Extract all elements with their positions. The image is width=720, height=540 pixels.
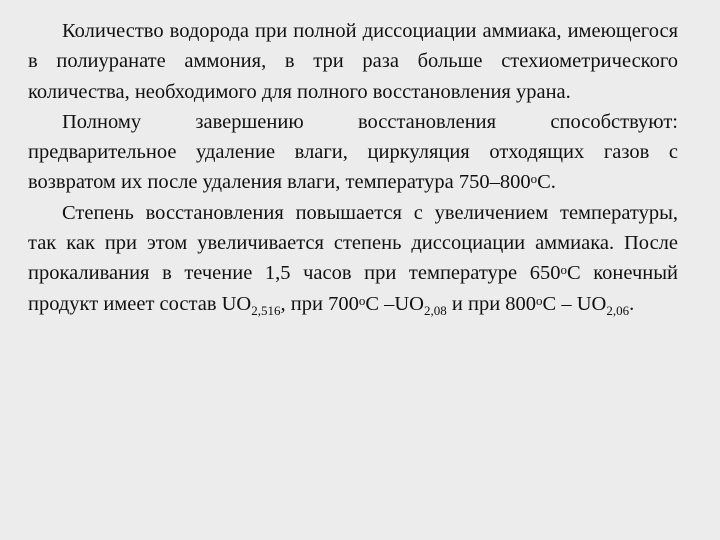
paragraph-3-text-d: С –UO <box>365 292 424 315</box>
formula-subscript: 2,06 <box>606 302 630 318</box>
formula-subscript: 2,08 <box>424 302 447 318</box>
paragraph-1-text: Количество водорода при полной диссоциации аммиака, имеющегося в полиуранате аммония, в три раза больше стехиометрического количества, необходимого для полного восстановления урана. <box>28 20 678 103</box>
paragraph-hydrogen-quantity <box>28 16 678 107</box>
formula-subscript: 2,516 <box>251 302 281 318</box>
text-body <box>28 16 678 319</box>
paragraph-3-text-g: . <box>629 292 635 315</box>
paragraph-reduction-degree <box>28 198 678 319</box>
degree-mark: о <box>536 292 543 308</box>
paragraph-3-text-f: С – UO <box>542 292 607 315</box>
paragraph-3-text-a: Степень восстановления повышается с увеличением температуры, так как при этом увеличивается степень диссоциации аммиака. После прокаливания в течение 1,5 часов при температуре 650 <box>28 201 678 285</box>
degree-mark: о <box>358 292 366 308</box>
temperature-unit: С. <box>537 171 556 194</box>
paragraph-reduction-conditions <box>28 107 678 198</box>
paragraph-2-text: Полному завершению восстановления способствуют: предварительное удаление влаги, циркуляция отходящих газов с возвратом их после удаления влаги, температура 750–800 <box>28 110 678 194</box>
paragraph-3-text-b: С конечный продукт имеет состав UO <box>28 262 678 315</box>
degree-mark: о <box>530 171 538 187</box>
paragraph-3-text-e: и при 800 <box>446 292 537 315</box>
paragraph-3-text-c: , при 700 <box>280 292 359 315</box>
degree-mark: о <box>560 262 567 278</box>
